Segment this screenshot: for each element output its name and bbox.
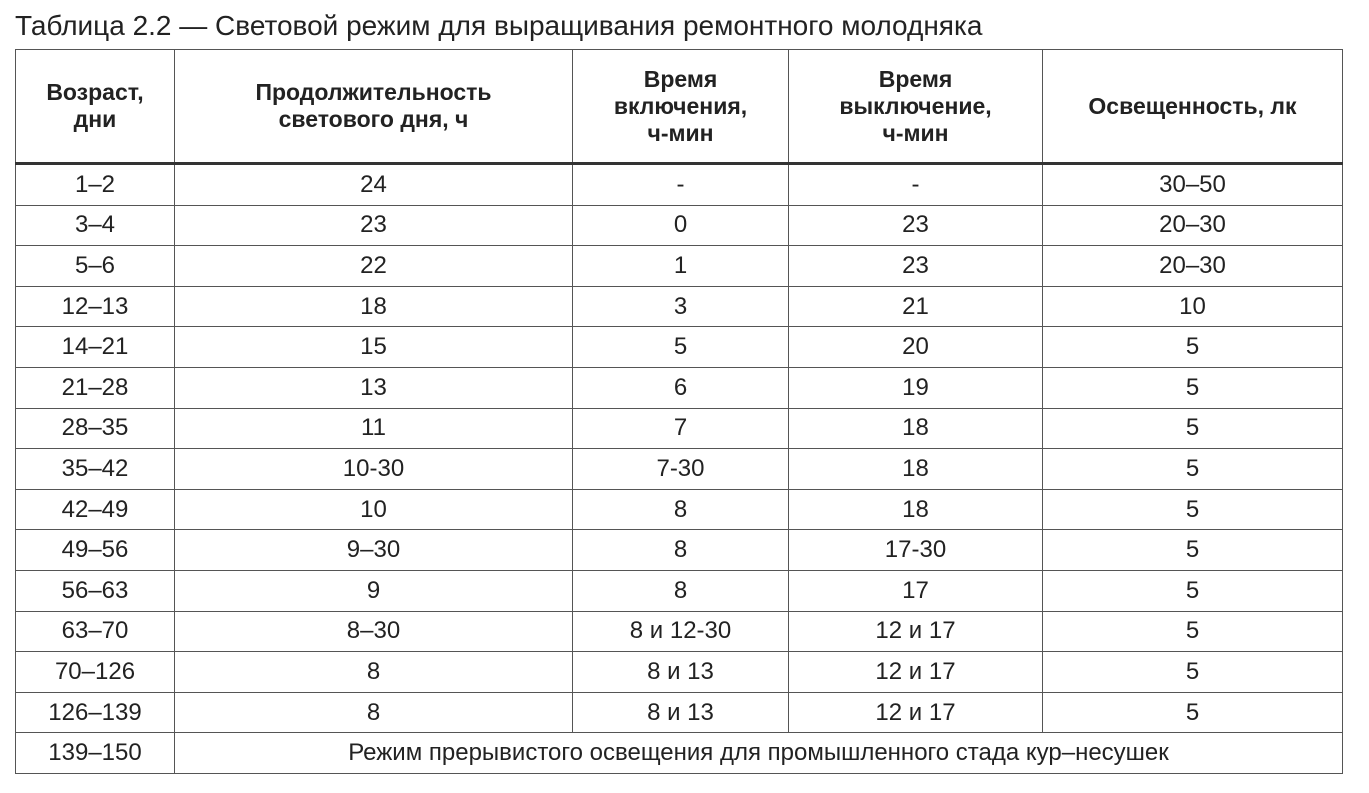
day-length-cell: 22	[175, 246, 573, 287]
table-row	[16, 367, 1343, 408]
table-header	[16, 50, 1343, 164]
switch-off-cell: -	[789, 164, 1043, 206]
day-length-cell: 8–30	[175, 611, 573, 652]
header-line: выключение,	[839, 92, 992, 119]
illuminance-cell: 5	[1043, 327, 1343, 368]
illuminance-cell: 5	[1043, 449, 1343, 490]
switch-off-cell: 12 и 17	[789, 611, 1043, 652]
switch-on-cell: 1	[573, 246, 789, 287]
table-row	[16, 489, 1343, 530]
switch-on-cell: 7-30	[573, 449, 789, 490]
header-line: включения,	[613, 92, 748, 119]
age-cell: 1–2	[16, 164, 175, 206]
switch-off-cell: 12 и 17	[789, 652, 1043, 693]
table-row	[16, 286, 1343, 327]
header-age	[16, 50, 175, 164]
table-row	[16, 611, 1343, 652]
day-length-cell: 9–30	[175, 530, 573, 571]
switch-on-cell: 8 и 13	[573, 652, 789, 693]
age-cell: 21–28	[16, 367, 175, 408]
switch-on-cell: 8 и 12-30	[573, 611, 789, 652]
switch-off-cell: 21	[789, 286, 1043, 327]
switch-off-cell: 18	[789, 489, 1043, 530]
switch-off-cell: 23	[789, 246, 1043, 287]
age-cell: 5–6	[16, 246, 175, 287]
age-cell: 14–21	[16, 327, 175, 368]
regime-note-cell: Режим прерывистого освещения для промышленного стада кур–несушек	[175, 733, 1343, 774]
day-length-cell: 23	[175, 205, 573, 246]
header-line: Освещенность, лк	[1088, 92, 1297, 119]
table-row	[16, 408, 1343, 449]
switch-on-cell: 7	[573, 408, 789, 449]
switch-off-cell: 18	[789, 449, 1043, 490]
illuminance-cell: 5	[1043, 652, 1343, 693]
day-length-cell: 9	[175, 570, 573, 611]
table-row	[16, 164, 1343, 206]
header-day-length	[175, 50, 573, 164]
switch-on-cell: 5	[573, 327, 789, 368]
switch-on-cell: 8	[573, 489, 789, 530]
table-caption: Таблица 2.2 — Световой режим для выращивания ремонтного молодняка	[15, 10, 983, 41]
illuminance-cell: 5	[1043, 530, 1343, 571]
illuminance-cell: 5	[1043, 570, 1343, 611]
illuminance-cell: 5	[1043, 489, 1343, 530]
switch-on-cell: 6	[573, 367, 789, 408]
age-cell: 35–42	[16, 449, 175, 490]
age-cell: 56–63	[16, 570, 175, 611]
illuminance-cell: 10	[1043, 286, 1343, 327]
illuminance-cell: 20–30	[1043, 246, 1343, 287]
switch-off-cell: 19	[789, 367, 1043, 408]
table-row	[16, 530, 1343, 571]
lighting-regime-table	[15, 49, 1343, 774]
header-row	[16, 50, 1343, 164]
illuminance-cell: 5	[1043, 367, 1343, 408]
table-row	[16, 570, 1343, 611]
switch-on-cell: 8	[573, 530, 789, 571]
table-row-final	[16, 733, 1343, 774]
switch-off-cell: 23	[789, 205, 1043, 246]
age-cell: 63–70	[16, 611, 175, 652]
age-cell: 3–4	[16, 205, 175, 246]
header-line: дни	[73, 106, 117, 132]
table-row	[16, 652, 1343, 693]
illuminance-cell: 5	[1043, 692, 1343, 733]
age-cell: 42–49	[16, 489, 175, 530]
switch-on-cell: 8 и 13	[573, 692, 789, 733]
illuminance-cell: 5	[1043, 611, 1343, 652]
switch-off-cell: 18	[789, 408, 1043, 449]
age-cell: 139–150	[16, 733, 175, 774]
day-length-cell: 10-30	[175, 449, 573, 490]
day-length-cell: 24	[175, 164, 573, 206]
table-row	[16, 205, 1343, 246]
switch-on-cell: -	[573, 164, 789, 206]
illuminance-cell: 30–50	[1043, 164, 1343, 206]
table-row	[16, 449, 1343, 490]
day-length-cell: 18	[175, 286, 573, 327]
header-line: ч-мин	[647, 119, 714, 146]
age-cell: 12–13	[16, 286, 175, 327]
day-length-cell: 15	[175, 327, 573, 368]
age-cell: 126–139	[16, 692, 175, 733]
switch-off-cell: 12 и 17	[789, 692, 1043, 733]
day-length-cell: 8	[175, 692, 573, 733]
day-length-cell: 8	[175, 652, 573, 693]
header-line: Время	[643, 65, 718, 92]
illuminance-cell: 20–30	[1043, 205, 1343, 246]
table-row	[16, 692, 1343, 733]
switch-on-cell: 3	[573, 286, 789, 327]
header-line: Возраст,	[46, 79, 144, 105]
age-cell: 70–126	[16, 652, 175, 693]
table-body	[16, 164, 1343, 774]
header-switch-off-time	[789, 50, 1043, 164]
age-cell: 49–56	[16, 530, 175, 571]
header-line: Продолжительность	[255, 79, 492, 105]
header-switch-on-time	[573, 50, 789, 164]
switch-off-cell: 17	[789, 570, 1043, 611]
switch-on-cell: 8	[573, 570, 789, 611]
age-cell: 28–35	[16, 408, 175, 449]
table-row	[16, 246, 1343, 287]
header-illuminance	[1043, 50, 1343, 164]
illuminance-cell: 5	[1043, 408, 1343, 449]
header-line: Время	[878, 65, 953, 92]
switch-on-cell: 0	[573, 205, 789, 246]
day-length-cell: 10	[175, 489, 573, 530]
day-length-cell: 13	[175, 367, 573, 408]
table-row	[16, 327, 1343, 368]
header-line: светового дня, ч	[278, 106, 469, 132]
header-line: ч-мин	[882, 119, 949, 146]
switch-off-cell: 20	[789, 327, 1043, 368]
day-length-cell: 11	[175, 408, 573, 449]
switch-off-cell: 17-30	[789, 530, 1043, 571]
